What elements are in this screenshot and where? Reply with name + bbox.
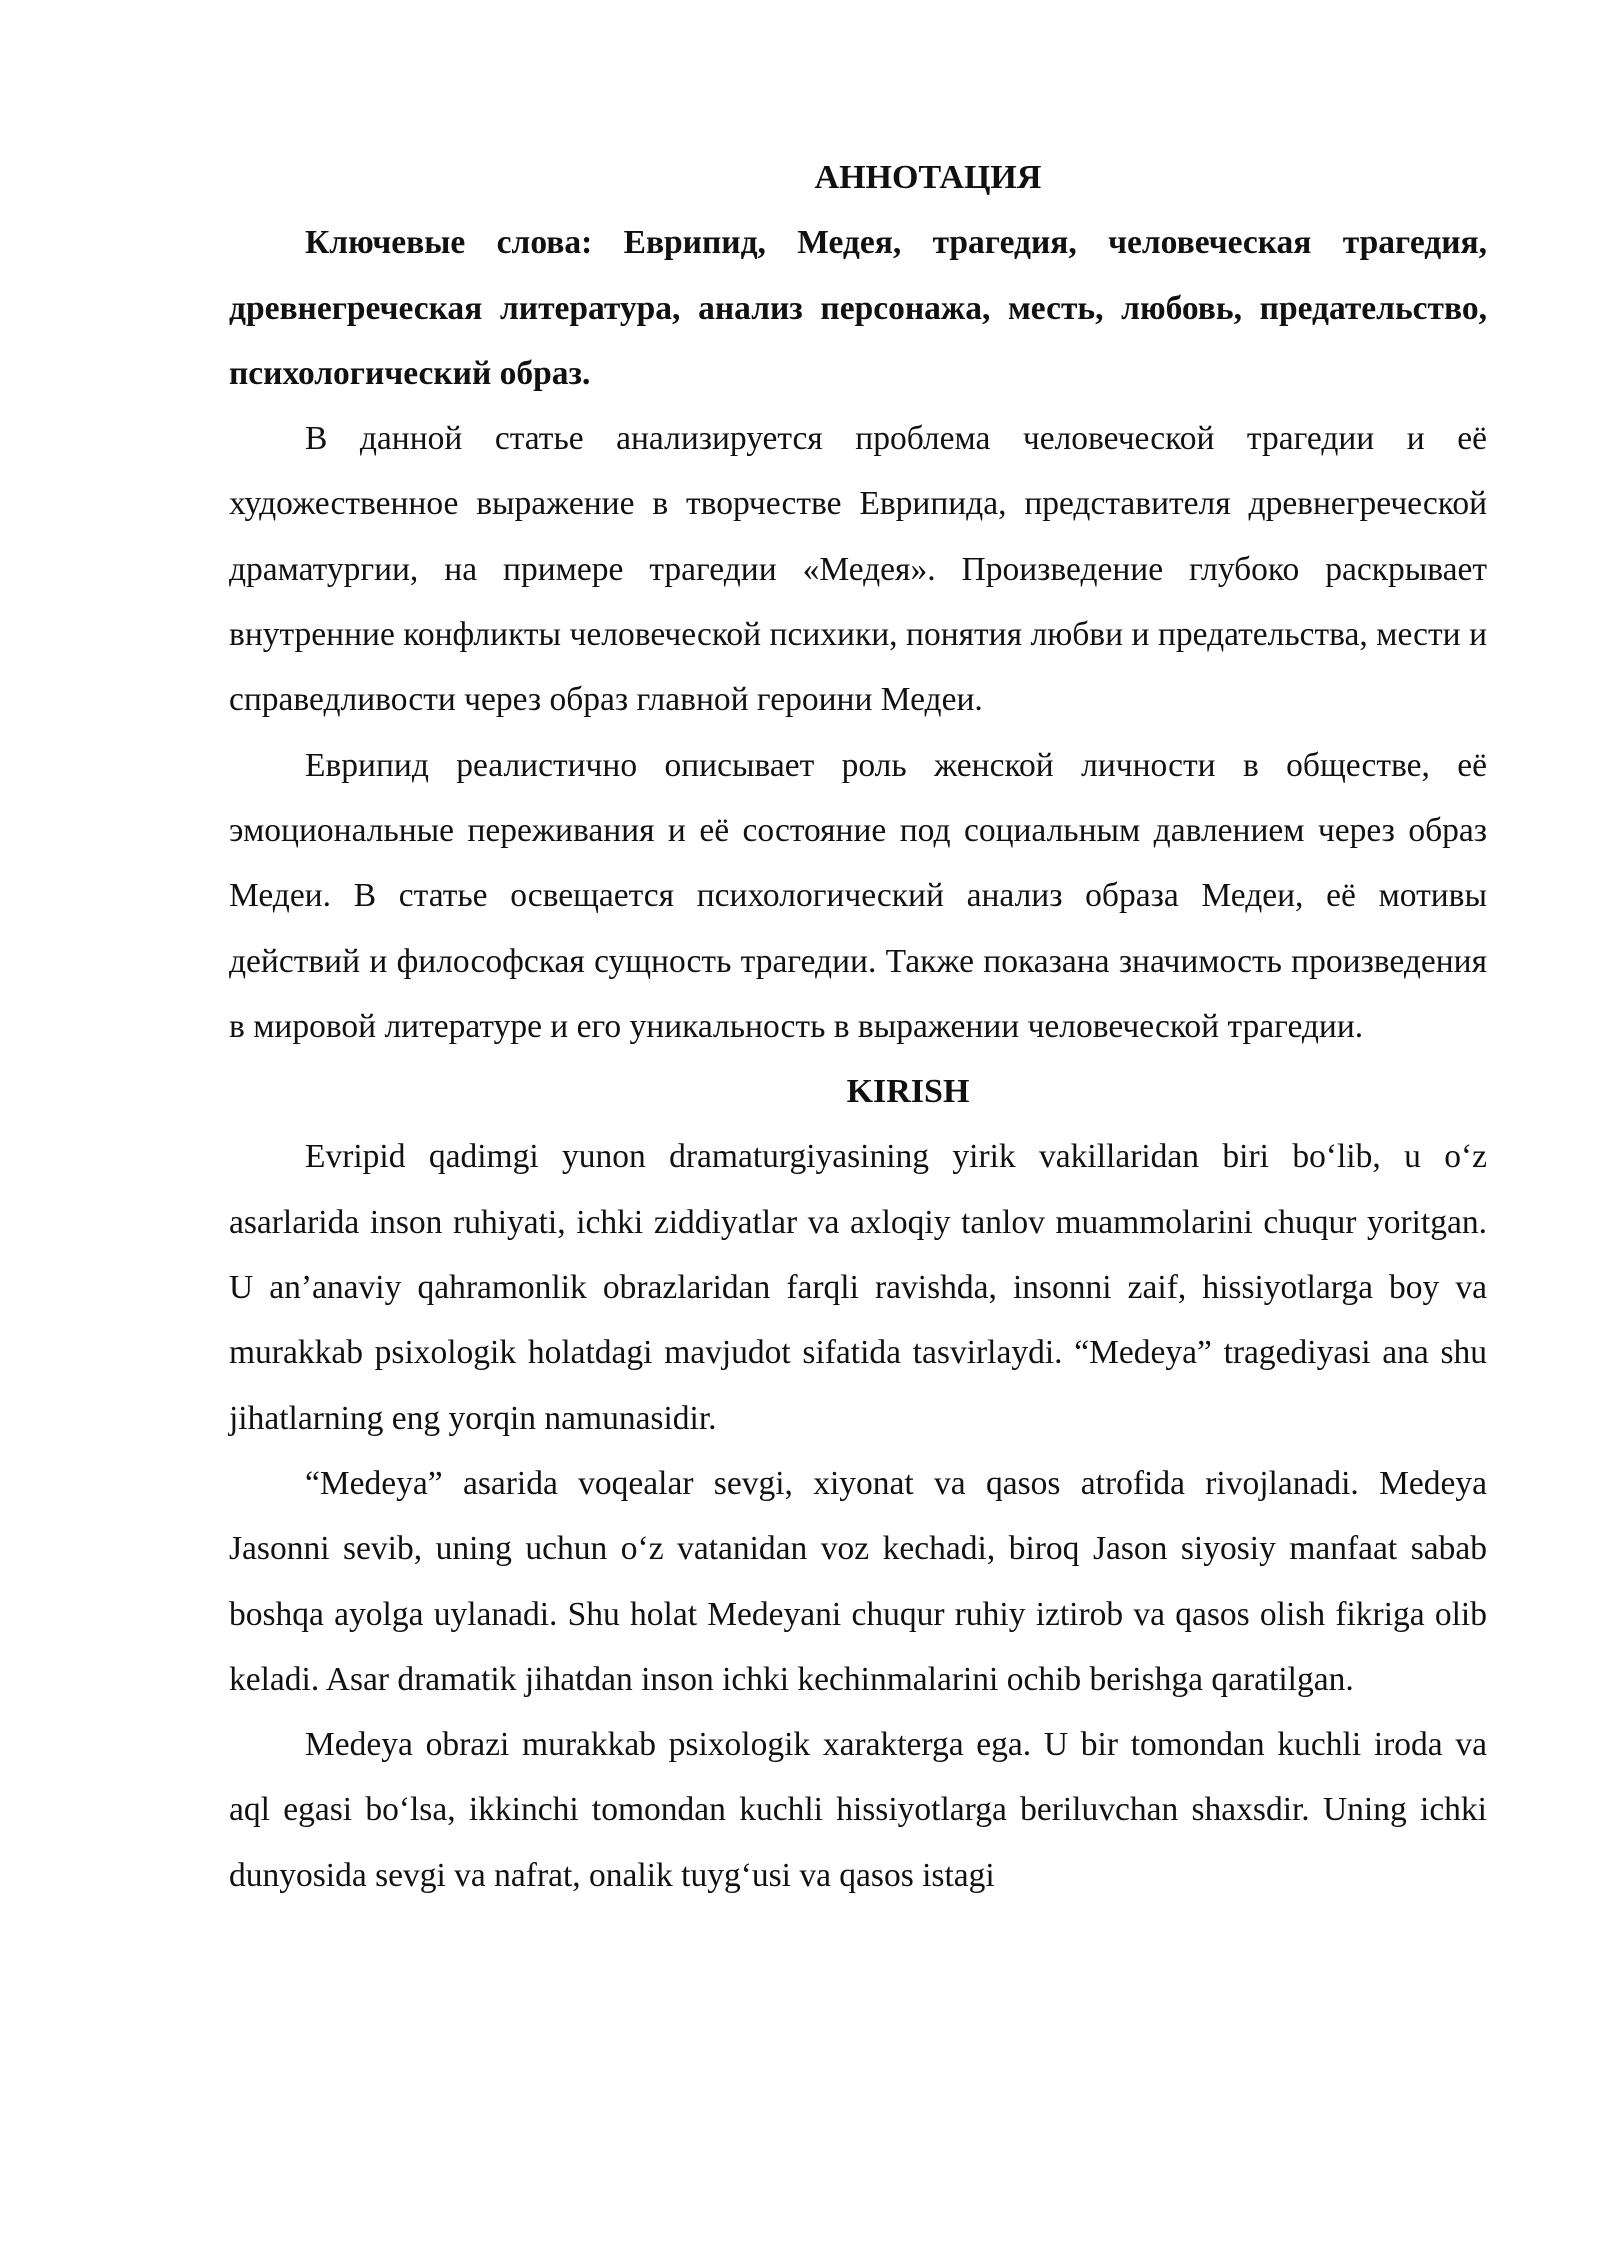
kirish-paragraph-1: Evripid qadimgi yunon dramaturgiyasining yirik vakillaridan biri boʻlib, u oʻz asarlarida inson ruhiyati, ichki ziddiyatlar va axloqiy tanlov muammolarini chuqur yoritgan. U an’anaviy qahramonlik obrazlaridan farqli ravishda, insonni zaif, hissiyotlarga boy va murakkab psixologik holatdagi mavjudot sifatida tasvirlaydi. “Medeya” tragediyasi ana shu jihatlarning eng yorqin namunasidir.	[229, 1138, 1487, 1437]
kirish-heading: KIRISH	[846, 1073, 970, 1111]
kirish-paragraph-2: “Medeya” asarida voqealar sevgi, xiyonat va qasos atrofida rivojlanadi. Medeya Jasonni sevib, uning uchun oʻz vatanidan voz kechadi, biroq Jason siyosiy manfaat sabab boshqa ayolga uylanadi. Shu holat Medeyani chuqur ruhiy iztirob va qasos olish fikriga olib keladi. Asar dramatik jihatdan inson ichki kechinmalarini ochib berishga qaratilgan.	[229, 1464, 1487, 1698]
document-body	[229, 145, 1487, 1908]
keywords-paragraph: Ключевые слова: Еврипид, Медея, трагедия, человеческая трагедия, древнегреческая литература, анализ персонажа, месть, любовь, предательство, психологический образ.	[229, 224, 1487, 392]
kirish-paragraph-3: Medeya obrazi murakkab psixologik xarakterga ega. U bir tomondan kuchli iroda va aql egasi boʻlsa, ikkinchi tomondan kuchli hissiyotlarga beriluvchan shaxsdir. Uning ichki dunyosida sevgi va nafrat, onalik tuygʻusi va qasos istagi	[229, 1726, 1487, 1894]
annotation-paragraph-2: Еврипид реалистично описывает роль женской личности в обществе, её эмоциональные переживания и её состояние под социальным давлением через образ Медеи. В статье освещается психологический анализ образа Медеи, её мотивы действий и философская сущность трагедии. Также показана значимость произведения в мировой литературе и его уникальность в выражении человеческой трагедии.	[229, 746, 1487, 1045]
annotation-paragraph-1: В данной статье анализируется проблема человеческой трагедии и её художественное выражение в творчестве Еврипида, представителя древнегреческой драматургии, на примере трагедии «Медея». Произведение глубоко раскрывает внутренние конфликты человеческой психики, понятия любви и предательства, мести и справедливости через образ главной героини Медеи.	[229, 420, 1487, 719]
annotation-heading: АННОТАЦИЯ	[814, 159, 1042, 196]
